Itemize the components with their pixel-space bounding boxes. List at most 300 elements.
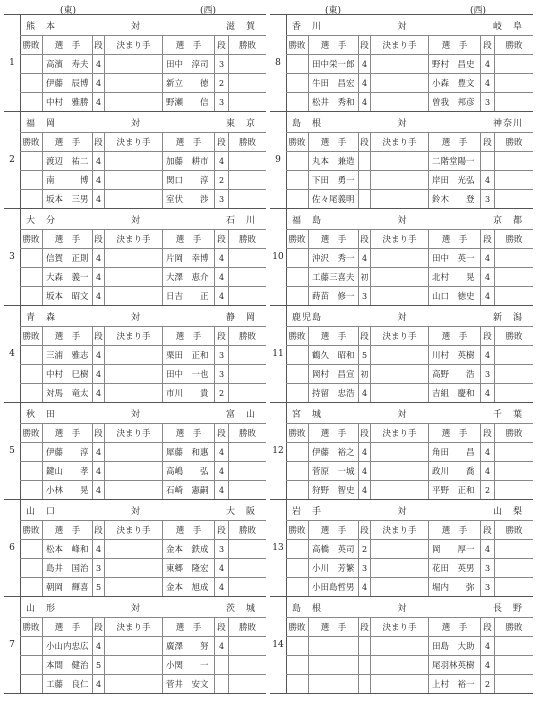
east-player-name: 中村 巳樹	[42, 365, 92, 383]
match-number: 8	[270, 15, 287, 111]
east-player-dan: 4	[358, 578, 370, 596]
east-player-dan	[358, 637, 370, 655]
west-player-dan: 4	[214, 559, 228, 577]
match-block	[270, 209, 533, 306]
column-header-row	[286, 229, 533, 248]
east-player-name: 牛田 昌宏	[308, 74, 358, 92]
east-player-name: 丸本 兼造	[308, 152, 358, 170]
west-player-name: 川村 英樹	[428, 346, 480, 364]
west-player-name: 堀内 弥	[428, 578, 480, 596]
kimarite-cell	[370, 190, 428, 208]
player-header: 選 手	[428, 327, 480, 345]
dan-header: 段	[358, 618, 370, 636]
west-player-name: 田島 大助	[428, 637, 480, 655]
west-result-cell	[228, 249, 266, 267]
west-result-cell	[494, 287, 533, 305]
player-row	[20, 151, 266, 170]
east-result-cell	[20, 481, 42, 499]
match-grid	[286, 597, 533, 693]
west-result-cell	[494, 93, 533, 111]
vs-label: 対	[130, 215, 141, 226]
east-player-dan: 4	[92, 171, 104, 189]
west-result-cell	[228, 559, 266, 577]
dan-header: 段	[480, 133, 494, 151]
east-player-name: 佐々尾義明	[308, 190, 358, 208]
kimarite-cell	[104, 578, 162, 596]
kimarite-cell	[104, 384, 162, 402]
player-row	[286, 636, 533, 655]
east-result-cell	[286, 171, 308, 189]
east-player-dan	[358, 152, 370, 170]
east-player-name: 朝岡 輝喜	[42, 578, 92, 596]
match-title	[286, 112, 533, 132]
dan-header: 段	[358, 133, 370, 151]
vs-label: 対	[397, 603, 408, 614]
east-player-dan	[358, 656, 370, 674]
east-player-name	[308, 656, 358, 674]
kimarite-cell	[370, 171, 428, 189]
match-block	[270, 14, 533, 112]
west-result-cell	[494, 346, 533, 364]
match-title	[20, 209, 266, 229]
west-result-cell	[494, 462, 533, 480]
kimarite-cell	[370, 637, 428, 655]
dan-header: 段	[92, 327, 104, 345]
match-title	[286, 597, 533, 617]
player-row	[20, 54, 266, 73]
east-player-dan: 4	[92, 675, 104, 693]
player-row	[286, 345, 533, 364]
column-header-row	[286, 132, 533, 151]
west-player-dan: 3	[214, 540, 228, 558]
west-player-name: 山口 徳史	[428, 287, 480, 305]
match-number: 5	[4, 403, 21, 499]
home-prefecture: 香 川	[292, 21, 323, 32]
west-result-cell	[228, 93, 266, 111]
east-player-name	[308, 637, 358, 655]
dan-header: 段	[480, 521, 494, 539]
away-prefecture: 京 都	[492, 215, 523, 226]
east-player-dan: 4	[358, 443, 370, 461]
player-row	[286, 267, 533, 286]
kimarite-cell	[104, 656, 162, 674]
east-player-name: 菅原 一城	[308, 462, 358, 480]
west-player-name: 曽我 邦彦	[428, 93, 480, 111]
east-result-cell	[286, 481, 308, 499]
match-number: 11	[270, 306, 287, 402]
west-result-cell	[228, 540, 266, 558]
east-result-cell	[20, 540, 42, 558]
west-player-dan: 3	[480, 365, 494, 383]
west-result-cell	[494, 481, 533, 499]
east-result-cell	[20, 637, 42, 655]
home-prefecture: 岩 手	[292, 506, 323, 517]
away-prefecture: 岐 阜	[492, 21, 523, 32]
west-result-cell	[494, 443, 533, 461]
east-player-dan: 初	[358, 268, 370, 286]
match-title	[20, 403, 266, 423]
match-grid	[20, 209, 266, 305]
home-prefecture: 福 島	[292, 215, 323, 226]
west-player-name: 金本 鉄成	[162, 540, 214, 558]
match-block	[270, 500, 533, 597]
match-number: 6	[4, 500, 21, 596]
west-player-name: 岸田 光弘	[428, 171, 480, 189]
east-result-cell	[20, 190, 42, 208]
east-result-cell	[20, 443, 42, 461]
player-row	[20, 189, 266, 208]
west-player-dan	[214, 656, 228, 674]
east-player-name: 対馬 竜太	[42, 384, 92, 402]
match-grid	[20, 403, 266, 499]
vs-label: 対	[130, 409, 141, 420]
player-row	[286, 539, 533, 558]
win-header: 勝敗	[288, 526, 306, 536]
match-number: 10	[270, 209, 287, 305]
win-header: 勝敗	[228, 521, 266, 539]
east-player-dan: 3	[358, 559, 370, 577]
dan-header: 段	[214, 327, 228, 345]
east-player-name: 小林 晃	[42, 481, 92, 499]
west-player-name: 田中 英一	[428, 249, 480, 267]
player-row	[286, 674, 533, 693]
kimarite-cell	[104, 462, 162, 480]
player-row	[286, 151, 533, 170]
east-player-name: 信賀 正則	[42, 249, 92, 267]
match-block	[4, 403, 266, 500]
dan-header: 段	[358, 424, 370, 442]
player-row	[286, 655, 533, 674]
win-header: 勝敗	[288, 138, 306, 148]
away-prefecture: 石 川	[225, 215, 256, 226]
match-block	[4, 14, 266, 112]
player-row	[286, 170, 533, 189]
west-player-name: 菅井 安文	[162, 675, 214, 693]
win-header: 勝敗	[288, 235, 306, 245]
west-player-name: 片岡 幸博	[162, 249, 214, 267]
west-player-name: 田中 一也	[162, 365, 214, 383]
vs-label: 対	[397, 506, 408, 517]
east-player-name: 中村 雅勝	[42, 93, 92, 111]
west-player-dan: 2	[214, 74, 228, 92]
west-player-dan: 3	[214, 346, 228, 364]
kimarite-cell	[370, 55, 428, 73]
dan-header: 段	[92, 618, 104, 636]
west-result-cell	[228, 365, 266, 383]
column-header-row	[20, 35, 266, 54]
match-title	[286, 306, 533, 326]
west-player-name: 石崎 憲嗣	[162, 481, 214, 499]
dan-header: 段	[92, 521, 104, 539]
east-player-name: 鶴久 昭和	[308, 346, 358, 364]
east-player-dan: 5	[358, 346, 370, 364]
player-header: 選 手	[162, 36, 214, 54]
player-row	[20, 539, 266, 558]
player-row	[20, 461, 266, 480]
west-player-dan: 4	[480, 443, 494, 461]
column-header-row	[286, 35, 533, 54]
west-player-name: 二階堂陽一	[428, 152, 480, 170]
kimarite-cell	[104, 152, 162, 170]
east-player-dan: 4	[92, 55, 104, 73]
win-header: 勝敗	[22, 235, 40, 245]
match-grid	[20, 306, 266, 402]
header-right-west: (西)	[470, 6, 487, 16]
west-result-cell	[494, 171, 533, 189]
east-player-dan: 初	[358, 365, 370, 383]
east-player-name: 工藤 良仁	[42, 675, 92, 693]
kimarite-header: 決まり手	[104, 230, 162, 248]
player-row	[286, 383, 533, 402]
west-result-cell	[228, 287, 266, 305]
west-player-dan: 4	[480, 656, 494, 674]
match-grid	[286, 500, 533, 596]
match-title	[20, 500, 266, 520]
column-header-row	[20, 326, 266, 345]
header-left-east: (東)	[60, 6, 77, 16]
east-player-dan: 4	[92, 365, 104, 383]
away-prefecture: 大 阪	[225, 506, 256, 517]
home-prefecture: 山 形	[26, 603, 57, 614]
vs-label: 対	[397, 215, 408, 226]
east-player-dan: 4	[92, 287, 104, 305]
win-header: 勝敗	[288, 623, 306, 633]
east-result-cell	[20, 346, 42, 364]
east-player-dan: 4	[92, 384, 104, 402]
east-result-cell	[286, 675, 308, 693]
player-row	[286, 558, 533, 577]
match-number: 14	[270, 597, 287, 693]
kimarite-cell	[370, 675, 428, 693]
win-header: 勝敗	[228, 36, 266, 54]
match-title	[20, 597, 266, 617]
dan-header: 段	[214, 133, 228, 151]
west-result-cell	[494, 152, 533, 170]
kimarite-cell	[370, 578, 428, 596]
dan-header: 段	[214, 521, 228, 539]
kimarite-cell	[104, 637, 162, 655]
vs-label: 対	[130, 603, 141, 614]
player-header: 選 手	[428, 230, 480, 248]
east-result-cell	[20, 249, 42, 267]
home-prefecture: 福 岡	[26, 118, 57, 129]
east-result-cell	[286, 637, 308, 655]
player-row	[20, 92, 266, 111]
west-player-name: 花田 英男	[428, 559, 480, 577]
east-player-dan	[358, 675, 370, 693]
player-row	[20, 655, 266, 674]
east-player-name: 坂本 三男	[42, 190, 92, 208]
west-player-name: 大澤 恵介	[162, 268, 214, 286]
home-prefecture: 大 分	[26, 215, 57, 226]
east-result-cell	[286, 152, 308, 170]
kimarite-cell	[104, 365, 162, 383]
west-player-dan: 3	[480, 559, 494, 577]
east-player-name: 大森 義一	[42, 268, 92, 286]
west-player-dan: 4	[480, 268, 494, 286]
east-player-name: 沖沢 秀一	[308, 249, 358, 267]
away-prefecture: 静 岡	[225, 312, 256, 323]
home-prefecture: 宮 城	[292, 409, 323, 420]
player-row	[286, 286, 533, 305]
match-number: 3	[4, 209, 21, 305]
match-block	[270, 403, 533, 500]
vs-label: 対	[130, 21, 141, 32]
east-player-name: 鍵山 孝	[42, 462, 92, 480]
player-row	[20, 558, 266, 577]
vs-label: 対	[397, 118, 408, 129]
east-result-cell	[20, 656, 42, 674]
match-block	[4, 306, 266, 403]
west-player-dan: 4	[480, 540, 494, 558]
east-player-dan	[358, 171, 370, 189]
west-player-dan: 4	[480, 55, 494, 73]
kimarite-header: 決まり手	[370, 133, 428, 151]
east-result-cell	[20, 462, 42, 480]
dan-header: 段	[214, 424, 228, 442]
home-prefecture: 熊 本	[26, 21, 57, 32]
kimarite-header: 決まり手	[104, 424, 162, 442]
vs-label: 対	[130, 118, 141, 129]
match-grid	[286, 403, 533, 499]
east-player-dan: 4	[358, 249, 370, 267]
west-player-dan: 3	[480, 93, 494, 111]
win-header: 勝敗	[22, 41, 40, 51]
dan-header: 段	[92, 133, 104, 151]
win-header: 勝敗	[228, 327, 266, 345]
kimarite-cell	[370, 443, 428, 461]
player-header: 選 手	[42, 424, 92, 442]
west-result-cell	[494, 637, 533, 655]
player-header: 選 手	[162, 327, 214, 345]
west-result-cell	[494, 249, 533, 267]
away-prefecture: 新 潟	[492, 312, 523, 323]
column-header-row	[286, 326, 533, 345]
player-header: 選 手	[308, 521, 358, 539]
win-header: 勝敗	[22, 429, 40, 439]
east-result-cell	[20, 268, 42, 286]
dan-header: 段	[480, 36, 494, 54]
west-player-name: 野瀬 信	[162, 93, 214, 111]
match-block	[270, 597, 533, 694]
east-player-name: 小山内忠広	[42, 637, 92, 655]
west-player-dan: 4	[214, 268, 228, 286]
kimarite-header: 決まり手	[370, 327, 428, 345]
east-player-name: 伊藤 淳	[42, 443, 92, 461]
kimarite-cell	[370, 93, 428, 111]
left-column	[4, 14, 266, 694]
east-player-dan: 4	[92, 346, 104, 364]
player-header: 選 手	[42, 133, 92, 151]
away-prefecture: 茨 城	[225, 603, 256, 614]
east-result-cell	[20, 384, 42, 402]
win-header: 勝敗	[494, 327, 533, 345]
east-player-dan: 4	[92, 268, 104, 286]
match-block	[4, 209, 266, 306]
column-header-row	[20, 617, 266, 636]
east-result-cell	[286, 268, 308, 286]
east-result-cell	[286, 346, 308, 364]
west-result-cell	[494, 55, 533, 73]
west-player-dan: 3	[480, 578, 494, 596]
header-left-west: (西)	[200, 6, 217, 16]
player-row	[286, 92, 533, 111]
away-prefecture: 神奈川	[492, 118, 523, 129]
kimarite-header: 決まり手	[370, 618, 428, 636]
win-header: 勝敗	[228, 424, 266, 442]
dan-header: 段	[92, 36, 104, 54]
kimarite-cell	[370, 559, 428, 577]
west-player-name: 廣澤 努	[162, 637, 214, 655]
west-result-cell	[494, 74, 533, 92]
west-player-dan: 4	[480, 637, 494, 655]
player-row	[20, 170, 266, 189]
west-result-cell	[494, 365, 533, 383]
west-result-cell	[228, 481, 266, 499]
away-prefecture: 滋 賀	[225, 21, 256, 32]
match-grid	[286, 112, 533, 208]
kimarite-header: 決まり手	[370, 424, 428, 442]
kimarite-cell	[104, 268, 162, 286]
dan-header: 段	[358, 521, 370, 539]
east-player-name: 蒔苗 修一	[308, 287, 358, 305]
east-result-cell	[20, 74, 42, 92]
west-player-dan: 4	[214, 462, 228, 480]
win-header: 勝敗	[288, 429, 306, 439]
kimarite-cell	[370, 384, 428, 402]
column-header-row	[20, 423, 266, 442]
west-result-cell	[228, 578, 266, 596]
player-header: 選 手	[42, 36, 92, 54]
dan-header: 段	[480, 618, 494, 636]
east-result-cell	[20, 171, 42, 189]
player-row	[20, 286, 266, 305]
east-result-cell	[20, 152, 42, 170]
dan-header: 段	[92, 424, 104, 442]
win-header: 勝敗	[494, 230, 533, 248]
away-prefecture: 東 京	[225, 118, 256, 129]
kimarite-cell	[370, 152, 428, 170]
kimarite-cell	[370, 481, 428, 499]
west-player-dan: 4	[214, 152, 228, 170]
west-result-cell	[228, 268, 266, 286]
east-player-name: 渡辺 祐二	[42, 152, 92, 170]
player-row	[20, 674, 266, 693]
kimarite-cell	[104, 346, 162, 364]
kimarite-cell	[370, 656, 428, 674]
match-number: 7	[4, 597, 21, 693]
east-player-name: 持留 忠浩	[308, 384, 358, 402]
east-player-dan: 4	[358, 462, 370, 480]
home-prefecture: 秋 田	[26, 409, 57, 420]
west-result-cell	[228, 152, 266, 170]
east-result-cell	[20, 559, 42, 577]
west-player-name: 上村 裕一	[428, 675, 480, 693]
west-player-dan: 4	[214, 578, 228, 596]
dan-header: 段	[358, 327, 370, 345]
player-header: 選 手	[428, 521, 480, 539]
kimarite-header: 決まり手	[370, 230, 428, 248]
east-result-cell	[286, 190, 308, 208]
header-right-east: (東)	[325, 6, 342, 16]
kimarite-cell	[370, 365, 428, 383]
win-header: 勝敗	[288, 41, 306, 51]
west-player-name: 北村 晃	[428, 268, 480, 286]
east-player-name: 島井 国治	[42, 559, 92, 577]
west-result-cell	[494, 559, 533, 577]
kimarite-cell	[104, 559, 162, 577]
player-header: 選 手	[308, 424, 358, 442]
